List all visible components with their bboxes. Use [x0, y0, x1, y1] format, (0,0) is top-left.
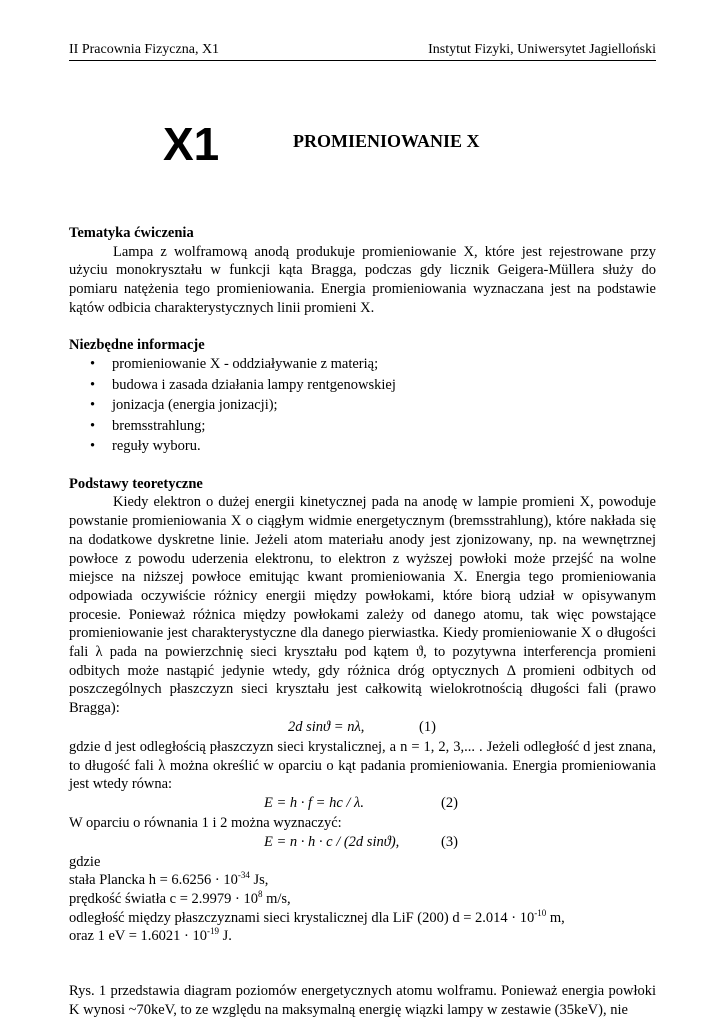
- theory-paragraph-3: W oparciu o równania 1 i 2 można wyznaczyć:: [69, 814, 342, 831]
- topic-paragraph: Lampa z wolframową anodą produkuje promieniowanie X, które jest rejestrowane przy użyciu monokryształu w funkcji kąta Bragga, podczas gdy licznik Geigera-Müllera służy do pomiaru natężenia tego promieniowania. Energia promieniowania wyznaczana jest na podstawie kątów odbicia charakterystycznych linii promieni X.: [69, 243, 656, 316]
- header-right: Instytut Fizyki, Uniwersytet Jagielloński: [428, 42, 656, 57]
- gdzie-label: gdzie: [69, 853, 101, 870]
- info-list: [69, 354, 656, 457]
- list-item: • bremsstrahlung;: [112, 416, 656, 437]
- document-body: [69, 224, 656, 1020]
- equation-2: [69, 794, 656, 814]
- equation-2-number: (2): [441, 794, 458, 811]
- constant-planck: stała Plancka $h = 6.6256 \cdot 10^{-34}$ Js,: [69, 870, 269, 889]
- constant-electronvolt: oraz 1 eV = $1.6021 \cdot 10^{-19}$ J.: [69, 926, 232, 945]
- equation-2-text: E = h · f = hc / λ.: [264, 794, 364, 811]
- exercise-code: X1: [163, 118, 220, 170]
- list-item: • budowa i zasada działania lampy rentgenowskiej: [112, 375, 656, 396]
- header-left: II Pracownia Fizyczna, X1: [69, 42, 220, 57]
- page-header: [69, 42, 656, 61]
- constant-lattice-spacing: odległość między płaszczyznami sieci krystalicznej dla LiF (200) $d = 2.014 \cdot 10^{-10}$ m,: [69, 907, 565, 926]
- equation-1-text: 2d sinϑ = nλ,: [288, 718, 365, 735]
- equation-3: [69, 833, 656, 853]
- list-item: • reguły wyboru.: [112, 436, 656, 457]
- section-heading-theory: Podstawy teoretyczne: [69, 475, 203, 492]
- theory-paragraph: Kiedy elektron o dużej energii kinetycznej pada na anodę w lampie promieni X, powoduje powstanie promieniowania X o ciągłym widmie energetycznym (bremsstrahlung), które nakłada się na dodatkowe dyskretne linie. Jeżeli atom materiału anody jest zjonizowany, np. na wewnętrznej powłoce z powodu uderzenia elektronu, to elektron z wyższej powłoki może przejść na wolne miejsce na niższej powłoce emitując kwant promieniowania X. Energia tego promieniowania odpowiada oczywiście różnicy energii między powłokami, które biorą udział w opisywanym procesie. Ponieważ różnica między powłokami zależy od danego atomu, tak więc powstające promieniowanie jest charakterystyczne dla danego pierwiastka. Kiedy promieniowanie X o długości fali λ pada na powierzchnię sieci kryształu pod kątem ϑ, to pozytywna interferencja promieni odbitych może nastąpić jedynie wtedy, gdy różnica dróg optycznych Δ promieni odbitych od poszczególnych płaszczyzn sieci kryształu jest całkowitą wielokrotnością długości fali (prawo Bragga):: [69, 494, 656, 717]
- equation-3-number: (3): [441, 833, 458, 850]
- list-item: • promieniowanie X - oddziaływanie z materią;: [112, 354, 656, 375]
- equation-3-text: E = n · h · c / (2d sinϑ),: [264, 833, 400, 850]
- figure-paragraph: Rys. 1 przedstawia diagram poziomów energetycznych atomu wolframu. Ponieważ energia powłoki K wynosi ~70keV, to ze względu na maksymalną energię wiązki lampy w zestawie (35keV), nie: [69, 983, 656, 1018]
- list-item: • jonizacja (energia jonizacji);: [112, 395, 656, 416]
- section-heading-info: Niezbędne informacje: [69, 336, 205, 353]
- theory-paragraph-2: gdzie d jest odległością płaszczyzn sieci krystalicznej, a n = 1, 2, 3,... . Jeżeli odległość d jest znana, to długość fali λ można określić w oparciu o kąt padania promieniowania. Energia promieniowania jest wtedy równa:: [69, 738, 656, 793]
- equation-1: [69, 718, 656, 738]
- section-heading-topic: Tematyka ćwiczenia: [69, 225, 194, 241]
- document-title: PROMIENIOWANIE X: [293, 131, 480, 151]
- constant-light-speed: prędkość światła $c = 2.9979 \cdot 10^8$ m/s,: [69, 889, 291, 908]
- equation-1-number: (1): [419, 718, 436, 735]
